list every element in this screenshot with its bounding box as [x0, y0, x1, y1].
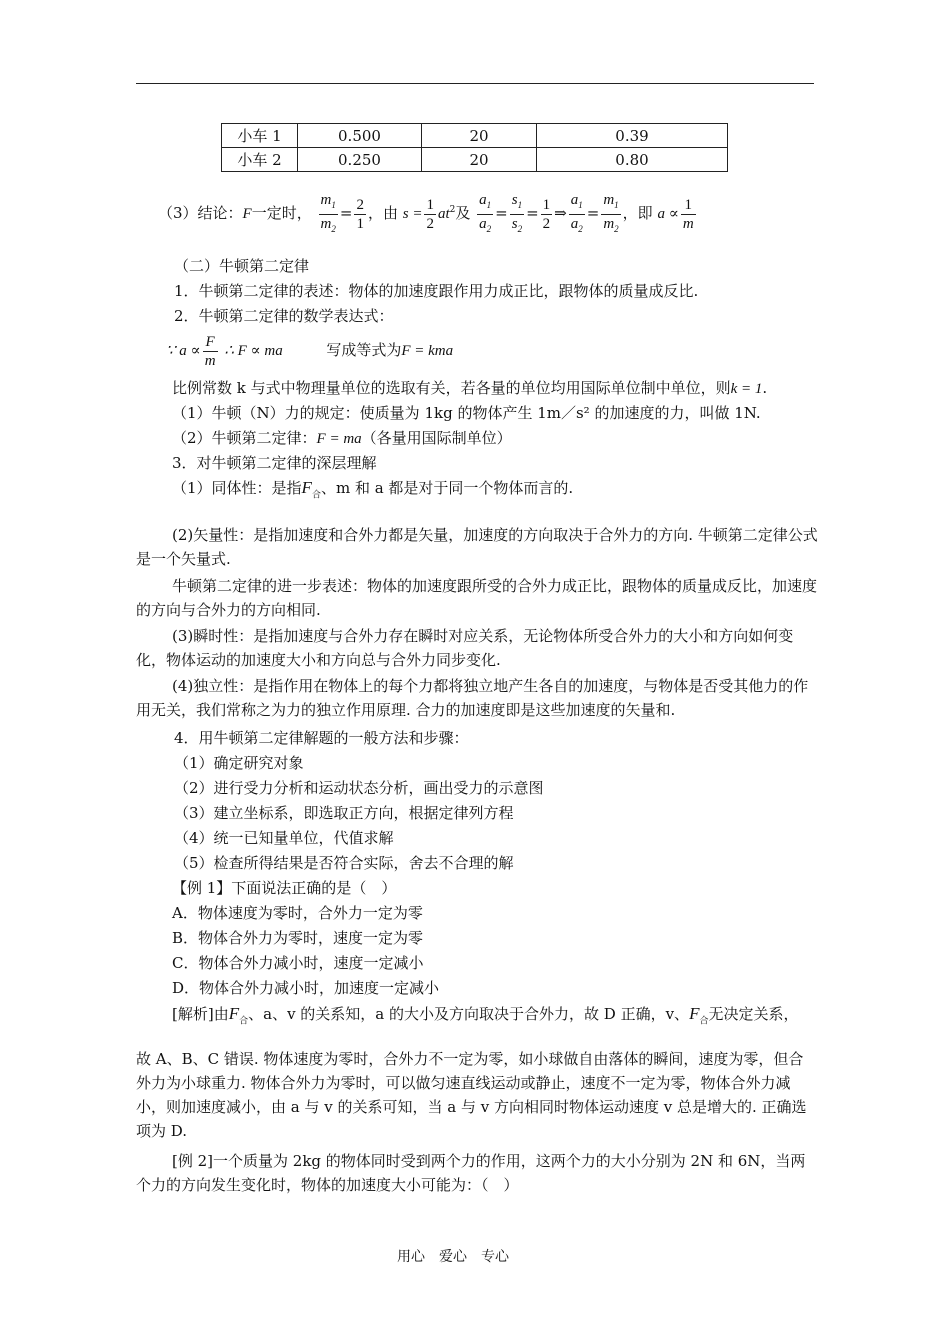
header-rule [136, 83, 814, 84]
fraction-2-1: $\frac{2}{1}$ [356, 196, 364, 232]
table-cell: 小车 1 [222, 124, 298, 148]
table-cell: 0.500 [298, 124, 422, 148]
example-2: [例 2]一个质量为 2kg 的物体同时受到两个力的作用，这两个力的大小分别为 2N 和 6N，当两个力的方向发生变化时，物体的加速度大小可能为：（ ） [136, 1152, 806, 1194]
fraction-half: $\frac{1}{2}$ [426, 196, 434, 232]
newton-unit: （1）牛顿（N）力的规定：使质量为 1kg 的物体产生 1m／s² 的加速度的力，叫做 1N. [172, 404, 761, 422]
independence-paragraph: (4)独立性：是指作用在物体上的每个力都将独立地产生各自的加速度，与物体是否受其他力的作用无关，我们常称之为力的独立作用原理. 合力的加速度即是这些加速度的矢量和. [136, 677, 809, 719]
fraction-a1-a2: $\frac{a_1}{a_2}$ [479, 191, 492, 234]
conclusion-line: （3）结论：F一定时， $\frac{m_1}{m_2}$ = $\frac{2}{1}$ ，由 s = $\frac{1}{2}$ $at^2$及 $\frac{a_1}{a_2}$ = $\frac{s_1}{s_2}$ = $\frac{1}{2}$ ⇒ $\frac{a_1}{a_2}$ = $\frac{m_1}{m_2}$ ，即 a ∝ $\frac{1}{m}$ [158, 190, 698, 238]
table-cell: 20 [422, 124, 537, 148]
item-4: 4．用牛顿第二定律解题的一般方法和步骤： [174, 729, 469, 747]
formula-line: ∵ a ∝ $\frac{F}{m}$ ∴ F ∝ ma 写成等式为F = kma [166, 333, 454, 369]
table-cell: 小车 2 [222, 148, 298, 172]
table-cell: 20 [422, 148, 537, 172]
page-footer: 用心 爱心 专心 [397, 1249, 509, 1265]
table-cell: 0.39 [537, 124, 728, 148]
option-d: D．物体合外力减小时，加速度一定减小 [172, 979, 440, 997]
fraction-f-m: $\frac{F}{m}$ [204, 333, 216, 369]
fraction-s1-s2: $\frac{s_1}{s_2}$ [511, 191, 523, 234]
vector-paragraph: (2)矢量性：是指加速度和合外力都是矢量，加速度的方向取决于合外力的方向. 牛顿第二定律公式是一个矢量式. [136, 526, 818, 568]
f-he-symbol: $F_合$ [228, 1004, 249, 1026]
newton-law: （2）牛顿第二定律：F = ma（各量用国际制单位） [172, 429, 512, 447]
further-paragraph: 牛顿第二定律的进一步表述：物体的加速度跟所受的合外力成正比，跟物体的质量成反比，加速度的方向与合外力的方向相同. [136, 577, 818, 619]
conclusion-prefix: （3）结论： [158, 204, 243, 222]
item-1: 1．牛顿第二定律的表述：物体的加速度跟作用力成正比，跟物体的质量成反比. [174, 282, 699, 300]
fraction-1-2: $\frac{1}{2}$ [542, 196, 551, 232]
section-title: （二）牛顿第二定律 [174, 257, 310, 275]
table-cell: 0.80 [537, 148, 728, 172]
fraction-a1-a2-b: $\frac{a_1}{a_2}$ [570, 191, 583, 234]
example-1: 【例 1】下面说法正确的是（ ） [172, 879, 397, 897]
table-cell: 0.250 [298, 148, 422, 172]
option-c: C．物体合外力减小时，速度一定减小 [172, 954, 424, 972]
item-2: 2．牛顿第二定律的数学表达式： [174, 307, 394, 325]
item-3: 3．对牛顿第二定律的深层理解 [172, 454, 377, 472]
identity-line: （1）同体性：是指$F_合$、m 和 a 都是对于同一个物体而言的. [172, 478, 574, 500]
step-3: （3）建立坐标系，即选取正方向，根据定律列方程 [174, 804, 514, 822]
step-1: （1）确定研究对象 [174, 754, 304, 772]
analysis-line: [解析]由$F_合$、a、v 的关系知，a 的大小及方向取决于合外力，故 D 正确，v、$F_合$无决定关系， [172, 1004, 799, 1026]
f-he-symbol: $F_合$ [301, 478, 321, 500]
fraction-m1-m2-b: $\frac{m_1}{m_2}$ [603, 191, 619, 234]
step-5: （5）检查所得结果是否符合实际，舍去不合理的解 [174, 854, 514, 872]
table-row [222, 148, 728, 172]
k-line: 比例常数 k 与式中物理量单位的选取有关，若各量的单位均用国际单位制中单位，则k = 1. [172, 379, 768, 397]
instant-paragraph: (3)瞬时性：是指加速度与合外力存在瞬时对应关系，无论物体所受合外力的大小和方向如何变化，物体运动的加速度大小和方向总与合外力同步变化. [136, 627, 794, 669]
option-b: B．物体合外力为零时，速度一定为零 [172, 929, 424, 947]
option-a: A．物体速度为零时，合外力一定为零 [172, 904, 423, 922]
table-row [222, 124, 728, 148]
conclusion-text: 一定时， [251, 204, 312, 222]
data-table [221, 123, 728, 172]
var-f: F [242, 206, 252, 222]
step-4: （4）统一已知量单位，代值求解 [174, 829, 394, 847]
step-2: （2）进行受力分析和运动状态分析，画出受力的示意图 [174, 779, 544, 797]
f-he-symbol: $F_合$ [689, 1004, 709, 1026]
fraction-m1-m2: $\frac{m_1}{m_2}$ [320, 191, 336, 234]
fraction-1-m: $\frac{1}{m}$ [682, 196, 694, 232]
analysis-paragraph: 故 A、B、C 错误. 物体速度为零时，合外力不一定为零，如小球做自由落体的瞬间，速度为零，但合外力为小球重力. 物体合外力为零时，可以做匀速直线运动或静止，速度不一定为零，物体合外力减小，则加速度减小，由 a 与 v 的关系可知，当 a 与 v 方向相同时物体运动速度 v 总是增大的. 正确选项为 D. [136, 1050, 807, 1140]
